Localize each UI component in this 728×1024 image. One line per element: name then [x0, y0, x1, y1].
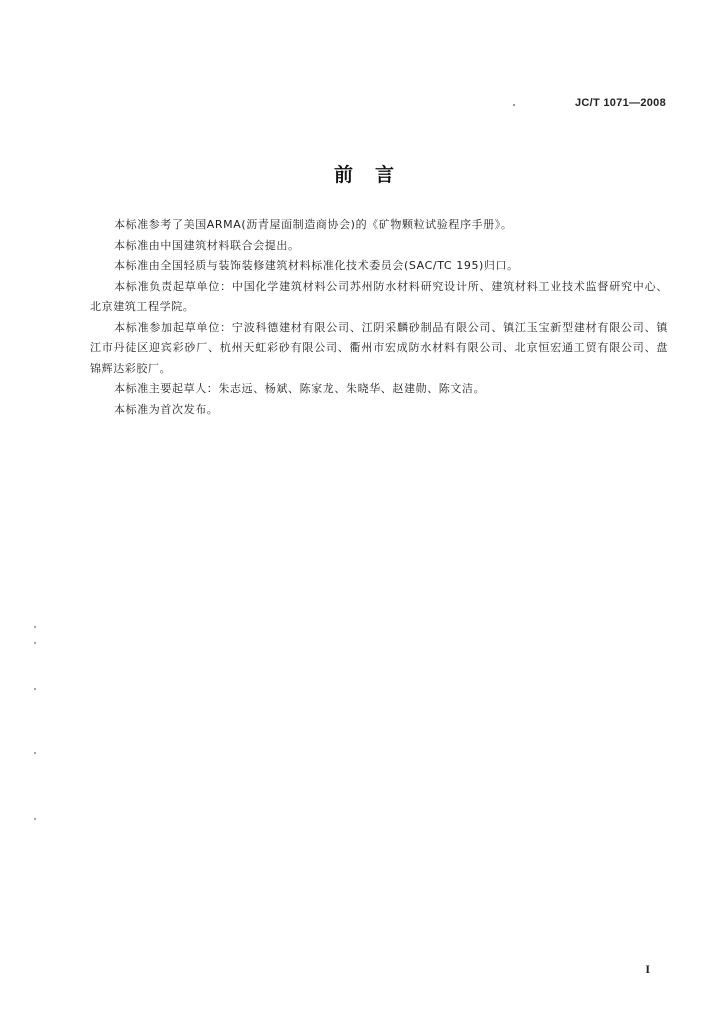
- binding-margin-marks: [34, 620, 38, 840]
- page-number: I: [645, 962, 650, 976]
- standard-code: JC/T 1071—2008: [574, 97, 666, 109]
- paragraph-drafting-unit: 本标准负责起草单位：中国化学建筑材料公司苏州防水材料研究设计所、建筑材料工业技术监督研究中心、北京建筑工程学院。: [90, 279, 668, 313]
- margin-mark: [34, 818, 36, 820]
- margin-mark: [34, 626, 36, 628]
- paragraph-committee: 本标准由全国轻质与装饰装修建筑材料标准化技术委员会(SAC/TC 195)归口。: [114, 259, 519, 272]
- foreword-body: [90, 215, 668, 420]
- paragraph-proposer: 本标准由中国建筑材料联合会提出。: [114, 238, 300, 252]
- paragraph-first-release: 本标准为首次发布。: [114, 402, 219, 416]
- paragraph-drafters: 本标准主要起草人：朱志远、杨斌、陈家龙、朱晓华、赵建勋、陈文洁。: [114, 382, 486, 395]
- paragraph-participating-units: 本标准参加起草单位：宁波科德建材有限公司、江阴采麟砂制品有限公司、镇江玉宝新型建材有限公司、镇江市丹徒区迎宾彩砂厂、杭州天虹彩砂有限公司、衢州市宏成防水材料有限公司、北京恒宏通工贸有限公司、盘锦辉达彩胶厂。: [90, 320, 668, 375]
- scan-speck: [513, 104, 515, 106]
- margin-mark: [34, 688, 36, 690]
- paragraph-reference: 本标准参考了美国ARMA(沥青屋面制造商协会)的《矿物颗粒试验程序手册》。: [114, 218, 513, 231]
- margin-mark: [34, 642, 36, 644]
- margin-mark: [34, 752, 36, 754]
- page-title: 前言: [333, 164, 416, 186]
